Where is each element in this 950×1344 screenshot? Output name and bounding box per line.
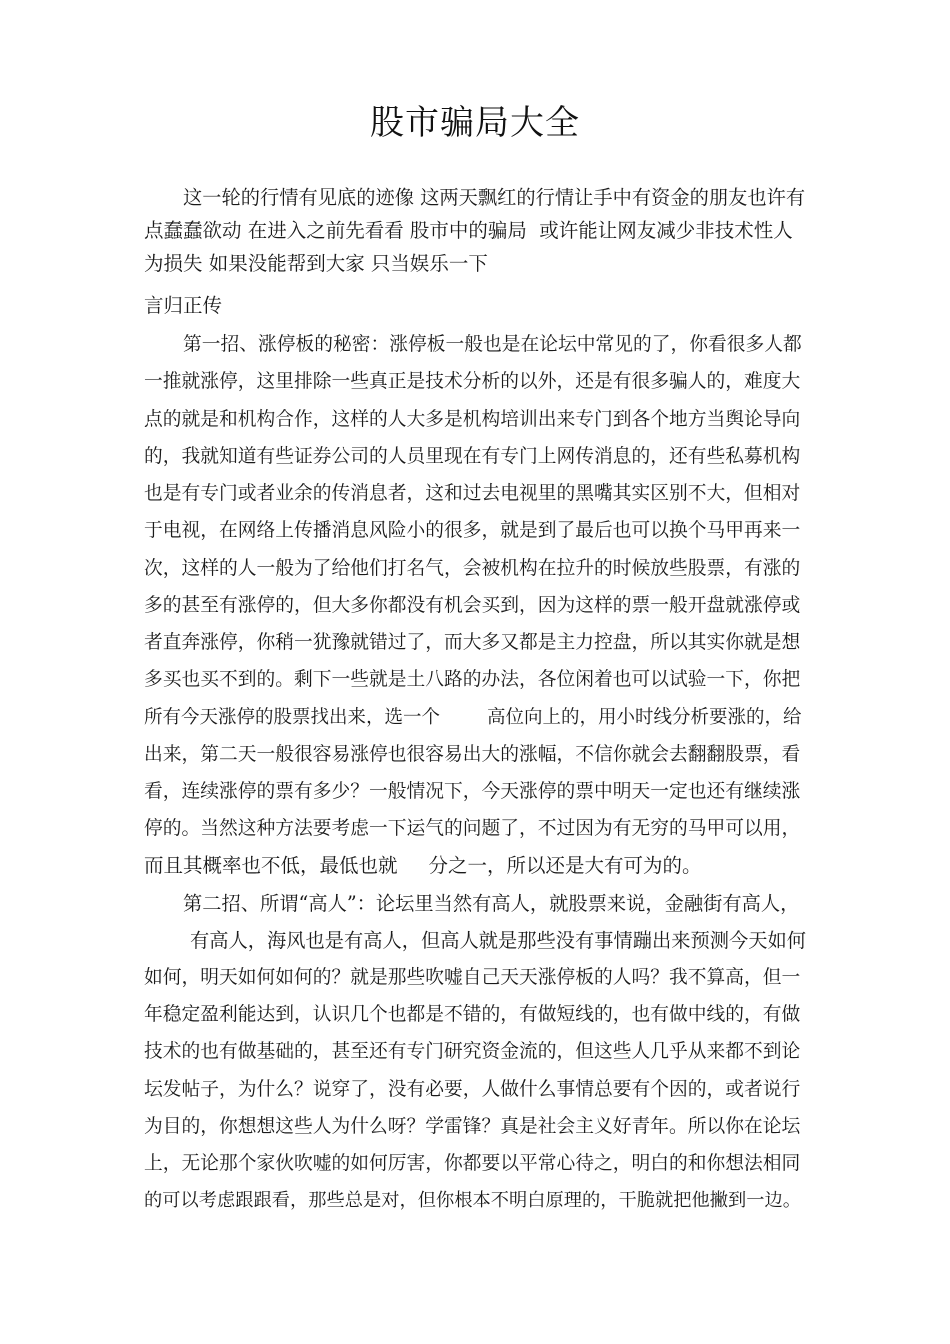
paragraph-line: 年稳定盈利能达到，认识几个也都是不错的，有做短线的，也有做中线的，有做 — [144, 1004, 801, 1025]
paragraph-line: 这一轮的行情有见底的迹像 这两天飘红的行情让手中有资金的朋友也许有 — [183, 186, 806, 209]
paragraph-line: 出来，第二天一般很容易涨停也很容易出大的涨幅，不信你就会去翻翻股票，看 — [144, 744, 801, 765]
paragraph-line: 一推就涨停，这里排除一些真正是技术分析的以外，还是有很多骗人的，难度大 — [144, 371, 801, 392]
paragraph-line: 坛发帖子，为什么？说穿了，没有必要，人做什么事情总要有个因的，或者说行 — [144, 1079, 801, 1100]
paragraph-line: 而且其概率也不低，最低也就 分之一，所以还是大有可为的。 — [144, 854, 702, 877]
paragraph-line: 停的。当然这种方法要考虑一下运气的问题了，不过因为有无穷的马甲可以用， — [144, 818, 801, 839]
paragraph-line: 有高人，海风也是有高人，但高人就是那些没有事情蹦出来预测今天如何 — [190, 929, 806, 952]
paragraph-line: 如何，明天如何如何的？就是那些吹嘘自己天天涨停板的人吗？我不算高，但一 — [144, 967, 801, 988]
paragraph-line: 的，我就知道有些证券公司的人员里现在有专门上网传消息的，还有些私募机构 — [144, 446, 801, 467]
paragraph-line: 言归正传 — [144, 294, 223, 317]
paragraph-line: 看，连续涨停的票有多少？一般情况下，今天涨停的票中明天一定也还有继续涨 — [144, 781, 801, 802]
paragraph-line: 第二招、所谓“高人”：论坛里当然有高人，就股票来说，金融街有高人， — [183, 892, 800, 915]
paragraph-line: 也是有专门或者业余的传消息者，这和过去电视里的黑嘴其实区别不大，但相对 — [144, 483, 801, 504]
paragraph-line: 多买也买不到的。剩下一些就是土八路的办法，各位闲着也可以试验一下，你把 — [144, 669, 801, 690]
paragraph-line: 次，这样的人一般为了给他们打名气，会被机构在拉升的时候放些股票，有涨的 — [144, 558, 801, 579]
paragraph-line: 点蠢蠢欲动 在进入之前先看看 股市中的骗局 或许能让网友减少非技术性人 — [144, 219, 793, 242]
page-title: 股市骗局大全 — [370, 103, 580, 143]
paragraph-line: 多的甚至有涨停的，但大多你都没有机会买到，因为这样的票一般开盘就涨停或 — [144, 595, 801, 616]
paragraph-line: 于电视，在网络上传播消息风险小的很多，就是到了最后也可以换个马甲再来一 — [144, 520, 801, 541]
paragraph-line: 为损失 如果没能帮到大家 只当娱乐一下 — [144, 252, 488, 275]
paragraph-line: 的可以考虑跟跟看，那些总是对，但你根本不明白原理的，干脆就把他撇到一边。 — [144, 1190, 801, 1211]
paragraph-line: 为目的，你想想这些人为什么呀？学雷锋？真是社会主义好青年。所以你在论坛 — [144, 1116, 801, 1137]
paragraph-line: 第一招、涨停板的秘密：涨停板一般也是在论坛中常见的了，你看很多人都 — [183, 334, 802, 355]
paragraph-line: 技术的也有做基础的，甚至还有专门研究资金流的，但这些人几乎从来都不到论 — [144, 1041, 801, 1062]
paragraph-line: 上，无论那个家伙吹嘘的如何厉害，你都要以平常心待之，明白的和你想法相同 — [144, 1153, 801, 1174]
paragraph-line: 所有今天涨停的股票找出来，选一个 高位向上的，用小时线分析要涨的，给 — [144, 707, 802, 728]
paragraph-line: 者直奔涨停，你稍一犹豫就错过了，而大多又都是主力控盘，所以其实你就是想 — [144, 632, 801, 653]
paragraph-line: 点的就是和机构合作，这样的人大多是机构培训出来专门到各个地方当舆论导向 — [144, 409, 801, 430]
